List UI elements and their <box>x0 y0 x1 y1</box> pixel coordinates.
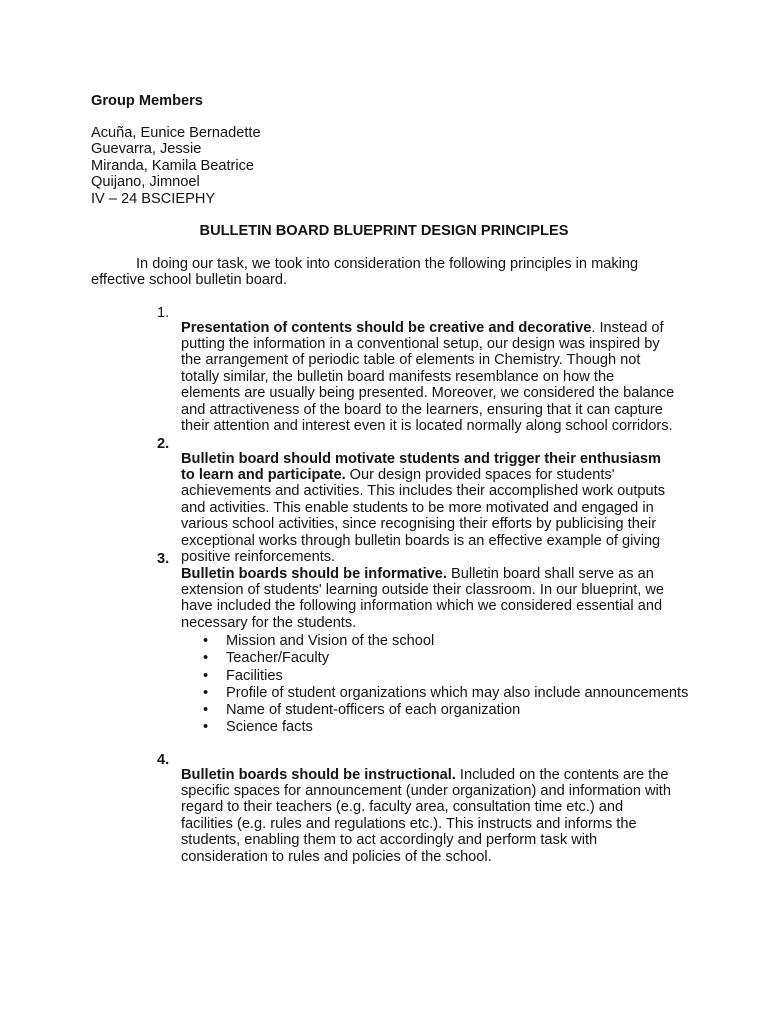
group-members-heading: Group Members <box>91 93 203 109</box>
bullet-text: Facilities <box>226 667 283 684</box>
principle-text: Bulletin board shall serve as an extension of students' learning outside their classroom. In our blueprint, we have included the following information which we considered essential and necessary for the students. <box>181 565 665 631</box>
principle-text: Included on the contents are the specific spaces for announcement (under organization) and information with regard to their teachers (e.g. faculty area, consultation time etc.) and facilities (e.g. rules and regulations etc.). This instructs and informs the students, enabling them to act accordingly and perform task with consideration to rules and policies of the school. <box>181 766 671 865</box>
bullet-item <box>203 685 688 702</box>
bullet-item <box>203 650 688 667</box>
member-name: Miranda, Kamila Beatrice <box>91 157 255 174</box>
principle-number: 4. <box>157 752 170 768</box>
bullet-text: Science facts <box>226 719 313 736</box>
bullet-item <box>203 633 688 650</box>
principle-body <box>181 320 677 435</box>
principle-lead: Presentation of contents should be creative and decorative <box>181 319 592 336</box>
principle-lead: Bulletin board should motivate students and trigger their enthusiasm to learn and participate. <box>181 450 662 483</box>
bullet-text: Mission and Vision of the school <box>226 633 435 649</box>
document-title: BULLETIN BOARD BLUEPRINT DESIGN PRINCIPLES <box>199 223 569 239</box>
member-name: Guevarra, Jessie <box>91 141 202 158</box>
principle-body <box>181 767 677 865</box>
bullet-item <box>203 719 688 736</box>
principle-item <box>157 752 677 880</box>
principle-number: 2. <box>157 436 170 452</box>
group-members-list <box>91 125 261 207</box>
principle-body <box>181 566 677 632</box>
intro-paragraph: In doing our task, we took into consideration the following principles in making effective school bulletin board. <box>91 256 639 289</box>
bullet-item <box>203 702 688 719</box>
principle-item <box>157 551 677 646</box>
info-bullet-list <box>203 633 688 737</box>
class-section: IV – 24 BSCIEPHY <box>91 190 216 207</box>
bullet-text: Name of student-officers of each organization <box>226 702 521 719</box>
principle-number: 3. <box>157 551 170 567</box>
bullet-dot: • <box>203 702 209 719</box>
bullet-dot: • <box>203 719 209 736</box>
bullet-dot: • <box>203 684 209 701</box>
principle-text: . Instead of putting the information in a conventional setup, our design was inspired by the arrangement of periodic table of elements in Chemistry. Though not totally similar, the bulletin board manifests resemblance on how the elements are usually being presented. Moreover, we considered the balance and attractiveness of the board to the learners, ensuring that it can capture their attention and interest even it is located normally along school corridors. <box>181 319 675 435</box>
member-name: Acuña, Eunice Bernadette <box>91 125 261 141</box>
principle-number: 1. <box>157 305 170 321</box>
bullet-text: Profile of student organizations which may also include announcements <box>226 684 689 701</box>
bullet-dot: • <box>203 667 209 684</box>
bullet-item <box>203 668 688 685</box>
bullet-dot: • <box>203 633 209 649</box>
principle-item <box>157 305 677 449</box>
principle-lead: Bulletin boards should be instructional. <box>181 766 456 783</box>
principle-lead: Bulletin boards should be informative. <box>181 565 447 582</box>
member-name: Quijano, Jimnoel <box>91 174 200 191</box>
bullet-text: Teacher/Faculty <box>226 650 330 667</box>
bullet-dot: • <box>203 650 209 667</box>
principle-text: Our design provided spaces for students' achievements and activities. This includes their accomplished work outputs and activities. This enable students to be more motivated and engaged in various school activities, since recognising their efforts by publicising their exceptional works through bulletin boards is an effective example of giving positive reinforcements. <box>181 467 665 566</box>
principle-body <box>181 451 677 566</box>
